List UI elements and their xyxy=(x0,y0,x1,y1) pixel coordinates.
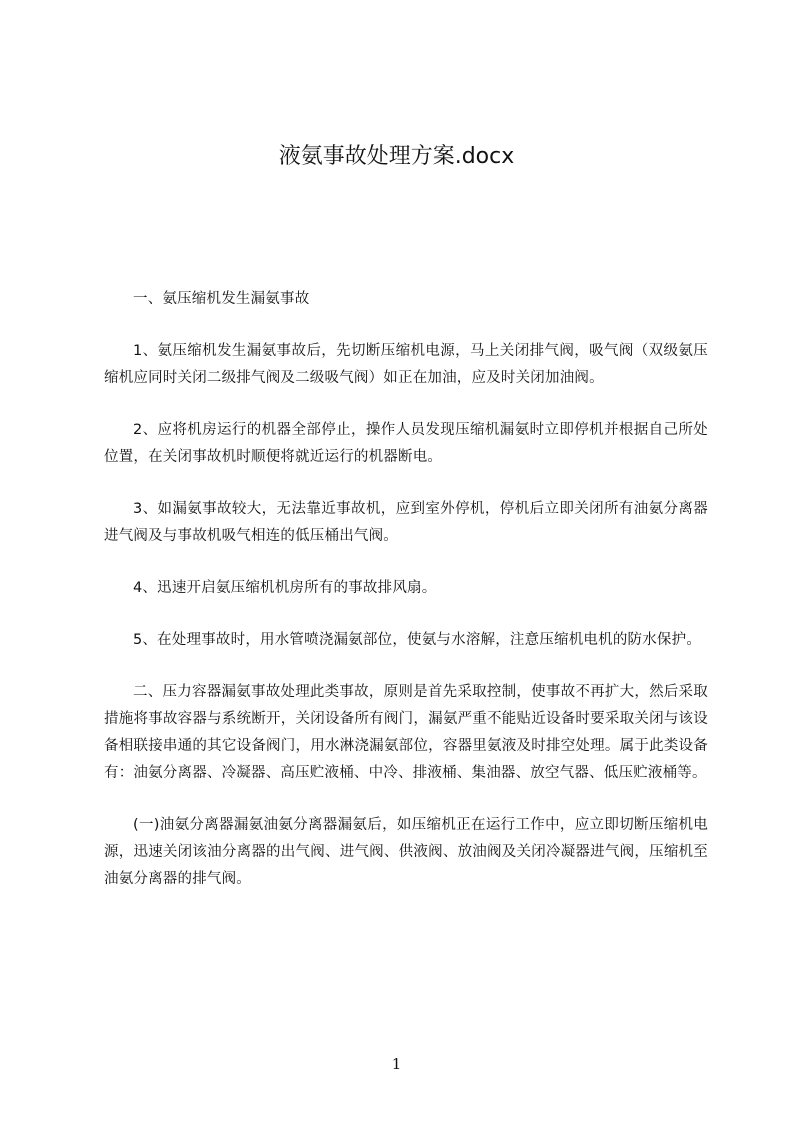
subsection-paragraph-1: (一)油氨分离器漏氨油氨分离器漏氨后，如压缩机正在运行工作中，应立即切断压缩机电源，迅速关闭该油分离器的出气阀、进气阀、供液阀、放油阀及关闭冷凝器进气阀，压缩机至油氨分离器的排气阀。 xyxy=(104,817,708,887)
paragraph-5: 5、在处理事故时，用水管喷浇漏氨部位，使氨与水溶解，注意压缩机电机的防水保护。 xyxy=(133,632,702,648)
paragraph-3: 3、如漏氨事故较大，无法靠近事故机，应到室外停机，停机后立即关闭所有油氨分离器进气阀及与事故机吸气相连的低压桶出气阀。 xyxy=(104,501,708,544)
section-paragraph-2: 二、压力容器漏氨事故处理此类事故，原则是首先采取控制，使事故不再扩大，然后采取措施将事故容器与系统断开，关闭设备所有阀门，漏氨严重不能贴近设备时要采取关闭与该设备相联接串通的其它设备阀门，用水淋浇漏氨部位，容器里氨液及时排空处理。属于此类设备有：油氨分离器、冷凝器、高压贮液桶、中冷、排液桶、集油器、放空气器、低压贮液桶等。 xyxy=(104,684,708,781)
paragraph-4: 4、迅速开启氨压缩机机房所有的事故排风扇。 xyxy=(133,580,437,596)
section-heading-1: 一、氨压缩机发生漏氨事故 xyxy=(133,291,310,307)
paragraph-1: 1、氨压缩机发生漏氨事故后，先切断压缩机电源，马上关闭排气阀，吸气阀（双级氨压缩机应同时关闭二级排气阀及二级吸气阀）如正在加油，应及时关闭加油阀。 xyxy=(104,343,708,386)
document-title: 液氨事故处理方案.docx xyxy=(278,144,515,169)
paragraph-2: 2、应将机房运行的机器全部停止，操作人员发现压缩机漏氨时立即停机并根据自己所处位置，在关闭事故机时顺便将就近运行的机器断电。 xyxy=(104,422,708,465)
document-body xyxy=(104,286,708,893)
page-number: 1 xyxy=(391,1055,402,1073)
